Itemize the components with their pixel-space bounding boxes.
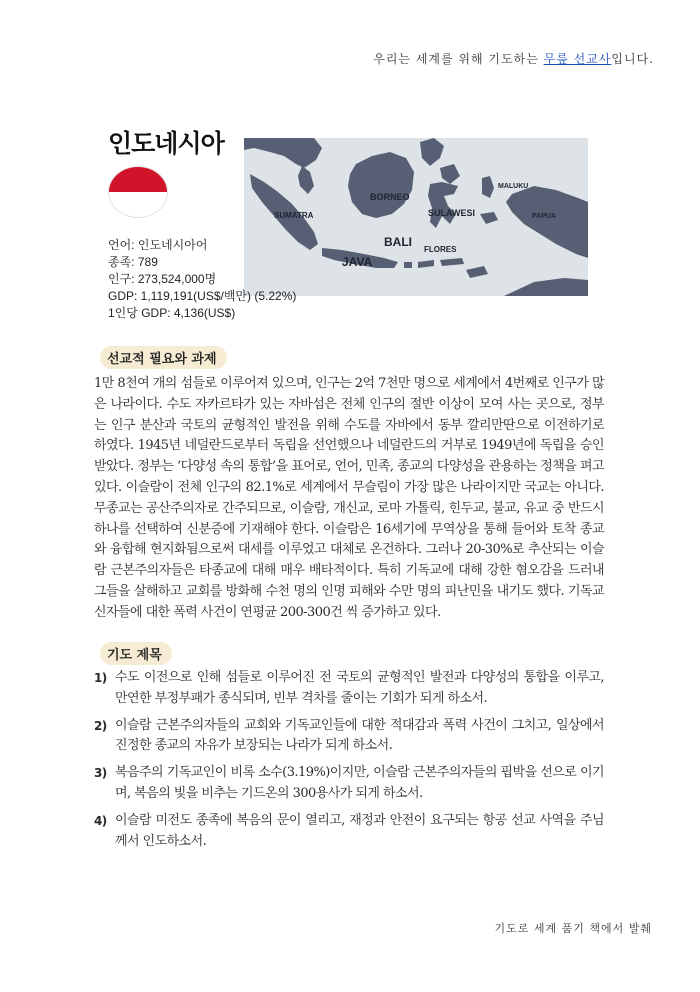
prayer-item xyxy=(94,668,604,710)
map-label-papua: PAPUA xyxy=(532,213,556,220)
footer-source-note: 기도로 세계 품기 책에서 발췌 xyxy=(494,922,652,935)
map-label-flores: FLORES xyxy=(424,245,457,254)
fact-language: 언어: 인도네시아어 xyxy=(108,238,208,252)
map-label-sulawesi: SULAWESI xyxy=(428,208,476,218)
bali-land xyxy=(404,262,412,268)
prayer-item-number: 2) xyxy=(94,718,107,733)
map-label-sumatra: SUMATRA xyxy=(274,211,314,220)
map-label-bali: BALI xyxy=(384,235,412,249)
section-heading-mission-needs: 선교적 필요와 과제 xyxy=(100,346,227,369)
header-tagline xyxy=(373,50,654,67)
fact-ethnic-groups: 종족: 789 xyxy=(108,255,158,269)
prayer-item-number: 3) xyxy=(94,766,107,781)
prayer-item-text: 수도 이전으로 인해 섬들로 이루어진 전 국토의 균형적인 발전과 다양성의 통합을 이루고, 만연한 부정부패가 종식되며, 빈부 격차를 줄이는 기회가 되게 하소서. xyxy=(115,670,604,706)
country-facts xyxy=(108,237,296,322)
map-label-java: JAVA xyxy=(342,255,373,269)
fact-gdp: GDP: 1,119,191(US$/백만) (5.22%) xyxy=(108,289,297,303)
prayer-item xyxy=(94,811,604,853)
fact-population: 인구: 273,524,000명 xyxy=(108,272,217,286)
flag-icon xyxy=(108,166,168,218)
fact-gdp-per-capita: 1인당 GDP: 4,136(US$) xyxy=(108,306,236,320)
prayer-item-number: 1) xyxy=(94,671,107,685)
prayer-item-text: 이슬람 근본주의자들의 교회와 기독교인들에 대한 적대감과 폭력 사건이 그치고, 일상에서 진정한 종교의 자유가 보장되는 나라가 되게 하소서. xyxy=(115,717,604,754)
map-label-maluku: MALUKU xyxy=(498,183,529,190)
flag-red-band xyxy=(109,167,167,192)
header-tagline-highlight: 무릎 선교사 xyxy=(543,52,612,66)
header-tagline-suffix: 입니다. xyxy=(611,52,654,66)
country-title: 인도네시아 xyxy=(108,129,224,158)
header-tagline-prefix: 우리는 세계를 위해 기도하는 xyxy=(373,52,544,66)
section-heading-prayer-topics: 기도 제목 xyxy=(100,642,172,665)
prayer-topics-list xyxy=(94,668,604,858)
prayer-item xyxy=(94,763,604,805)
prayer-item xyxy=(94,716,604,758)
prayer-item-text: 복음주의 기독교인이 비록 소수(3.19%)이지만, 이슬람 근본주의자들의 핍박을 선으로 이기며, 복음의 빛을 비추는 기드온의 300용사가 되게 하소서. xyxy=(115,765,604,801)
mission-needs-paragraph: 1만 8천여 개의 섬들로 이루어져 있으며, 인구는 2억 7천만 명으로 세계에서 4번째로 인구가 많은 나라이다. 수도 자카르타가 있는 자바섬은 전체 인구의 절반 이상이 모여 사는 곳으로, 정부는 인구 분산과 국토의 균형적인 발전을 위해 수도를 자바에서 동부 깔리만딴으로 이전하기로 하였다. 1945년 네덜란드로부터 독립을 선언했으나 네덜란드의 거부로 1949년에 독립을 승인받았다. 정부는 ‘다양성 속의 통합’을 표어로, 언어, 민족, 종교의 다양성을 관용하는 정책을 펴고 있다. 이슬람이 전체 인구의 82.1%로 세계에서 무슬림이 가장 많은 나라이지만 국교는 아니다. 무종교는 공산주의자로 간주되므로, 이슬람, 개신교, 로마 가톨릭, 힌두교, 불교, 유교 중 반드시 하나를 선택하여 신분증에 기재해야 한다. 이슬람은 16세기에 무역상을 통해 들어와 토착 종교와 융합해 현지화됨으로써 대세를 이루었고 대체로 온건하다. 그러나 20-30%로 추산되는 이슬람 근본주의자들은 타종교에 대해 매우 배타적이다. 특히 기독교에 대해 강한 혐오감을 드러내 그들을 살해하고 교회를 방화해 수천 명의 인명 피해와 수만 명의 피난민을 내기도 했다. 기독교 신자들에 대한 폭력 사건이 연평균 200-300건 씩 증가하고 있다. xyxy=(94,376,604,620)
map-label-borneo: BORNEO xyxy=(370,192,410,202)
prayer-item-number: 4) xyxy=(94,813,107,828)
prayer-item-text: 이슬람 미전도 종족에 복음의 문이 열리고, 재정과 안전이 요구되는 항공 선교 사역을 주님께서 인도하소서. xyxy=(115,812,604,849)
